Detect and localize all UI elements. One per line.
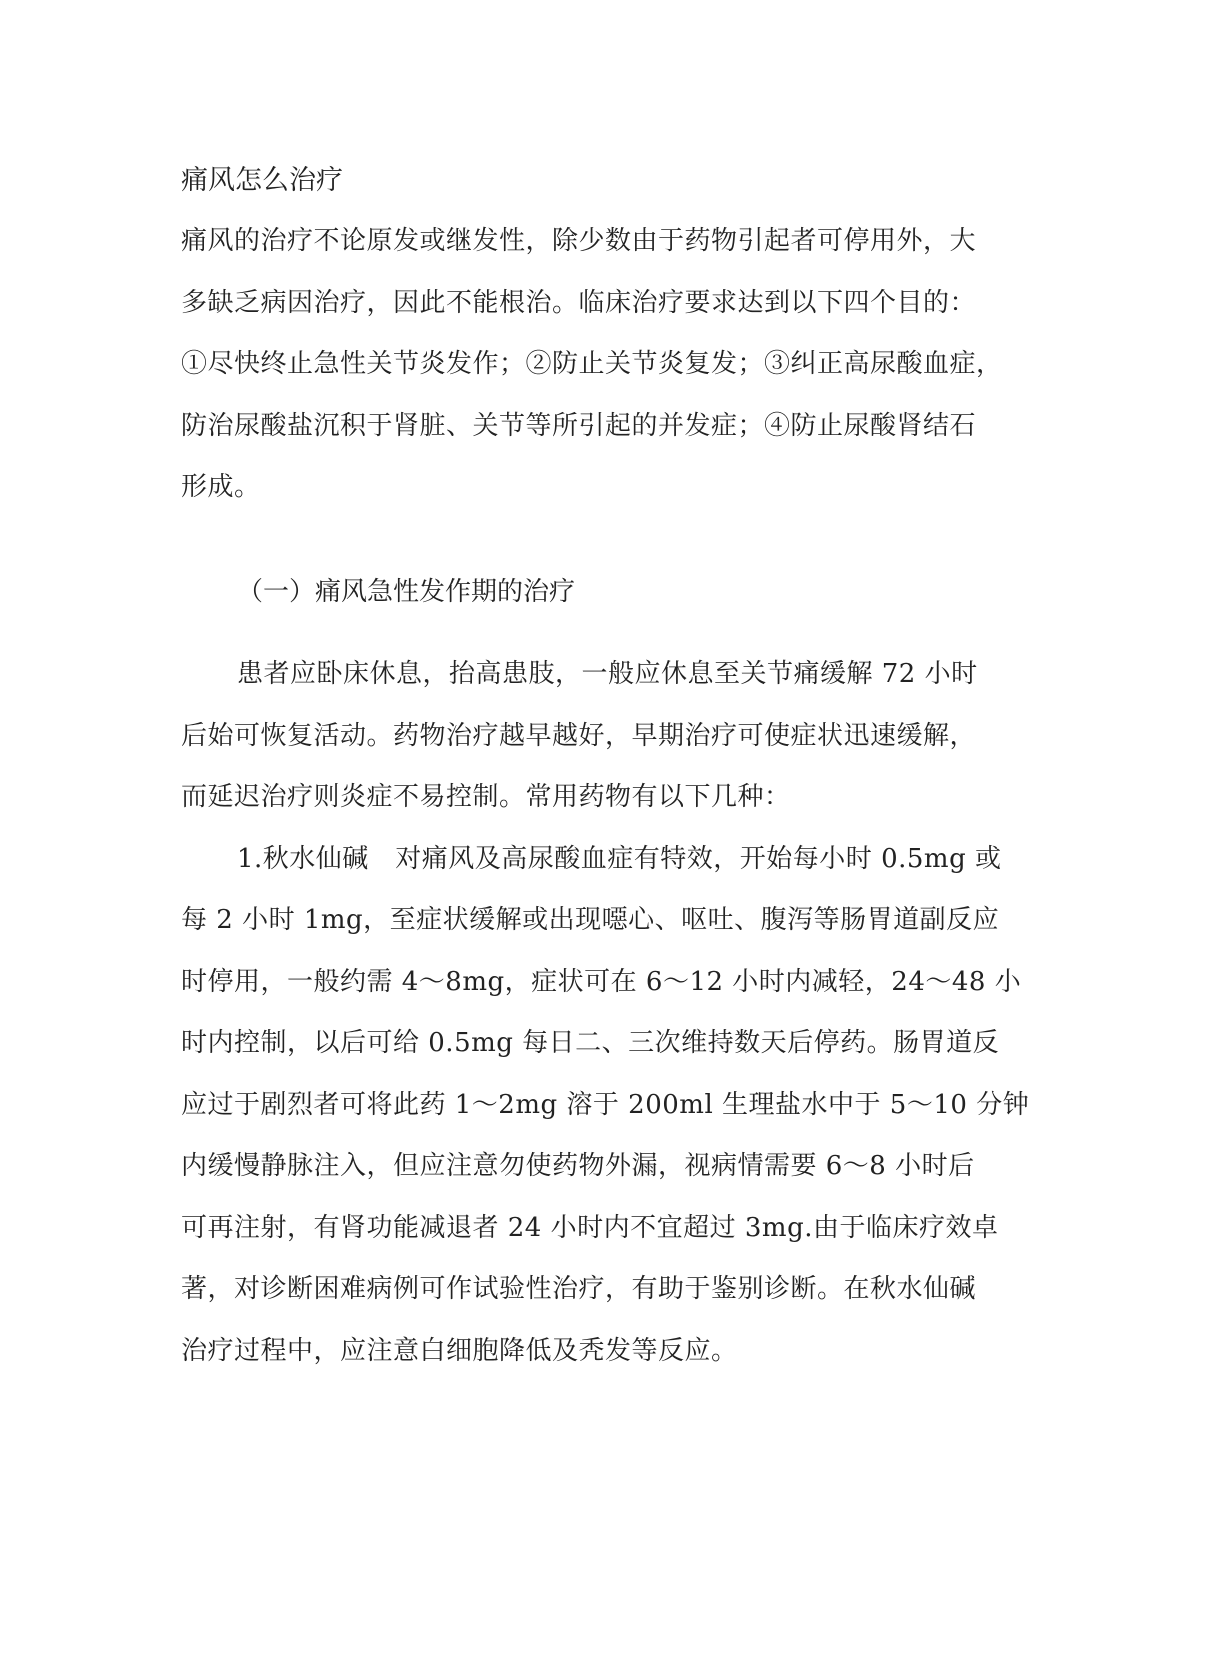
rest-paragraph bbox=[181, 644, 1021, 829]
text-line: 而延迟治疗则炎症不易控制。常用药物有以下几种： bbox=[181, 782, 791, 813]
intro-paragraph bbox=[181, 211, 1021, 519]
text-line: 多缺乏病因治疗，因此不能根治。临床治疗要求达到以下四个目的： bbox=[181, 287, 977, 318]
text-line: 时内控制，以后可给 0.5mg 每日二、三次维持数天后停药。肠胃道反 bbox=[181, 1028, 1000, 1059]
text-line: 著，对诊断困难病例可作试验性治疗，有助于鉴别诊断。在秋水仙碱 bbox=[181, 1274, 977, 1305]
document-page bbox=[181, 150, 1030, 1382]
text-line: 可再注射，有肾功能减退者 24 小时内不宜超过 3mg.由于临床疗效卓 bbox=[181, 1212, 999, 1243]
text-line: 治疗过程中，应注意白细胞降低及秃发等反应。 bbox=[181, 1335, 738, 1366]
text-line: 患者应卧床休息，抬高患肢，一般应休息至关节痛缓解 72 小时 bbox=[237, 659, 978, 690]
text-line: ①尽快终止急性关节炎发作；②防止关节炎复发；③纠正高尿酸血症， bbox=[181, 349, 1003, 379]
text-line: 应过于剧烈者可将此药 1～2mg 溶于 200ml 生理盐水中于 5～10 分钟 bbox=[181, 1089, 1030, 1120]
text-line: 时停用，一般约需 4～8mg，症状可在 6～12 小时内减轻，24～48 小 bbox=[181, 966, 1022, 997]
section-heading: （一）痛风急性发作期的治疗 bbox=[237, 576, 576, 607]
colchicine-paragraph bbox=[181, 829, 1030, 1383]
document-title: 痛风怎么治疗 bbox=[181, 165, 343, 196]
text-line: 1.秋水仙碱 对痛风及高尿酸血症有特效，开始每小时 0.5mg 或 bbox=[237, 843, 1002, 874]
text-line: 防治尿酸盐沉积于肾脏、关节等所引起的并发症；④防止尿酸肾结石 bbox=[181, 410, 977, 441]
text-line: 后始可恢复活动。药物治疗越早越好，早期治疗可使症状迅速缓解， bbox=[181, 720, 977, 751]
text-line: 形成。 bbox=[181, 472, 261, 502]
text-line: 内缓慢静脉注入，但应注意勿使药物外漏，视病情需要 6～8 小时后 bbox=[181, 1151, 975, 1182]
text-line: 每 2 小时 1mg，至症状缓解或出现噁心、呕吐、腹泻等肠胃道副反应 bbox=[181, 905, 1000, 936]
text-line: 痛风的治疗不论原发或继发性，除少数由于药物引起者可停用外，大 bbox=[181, 226, 977, 256]
